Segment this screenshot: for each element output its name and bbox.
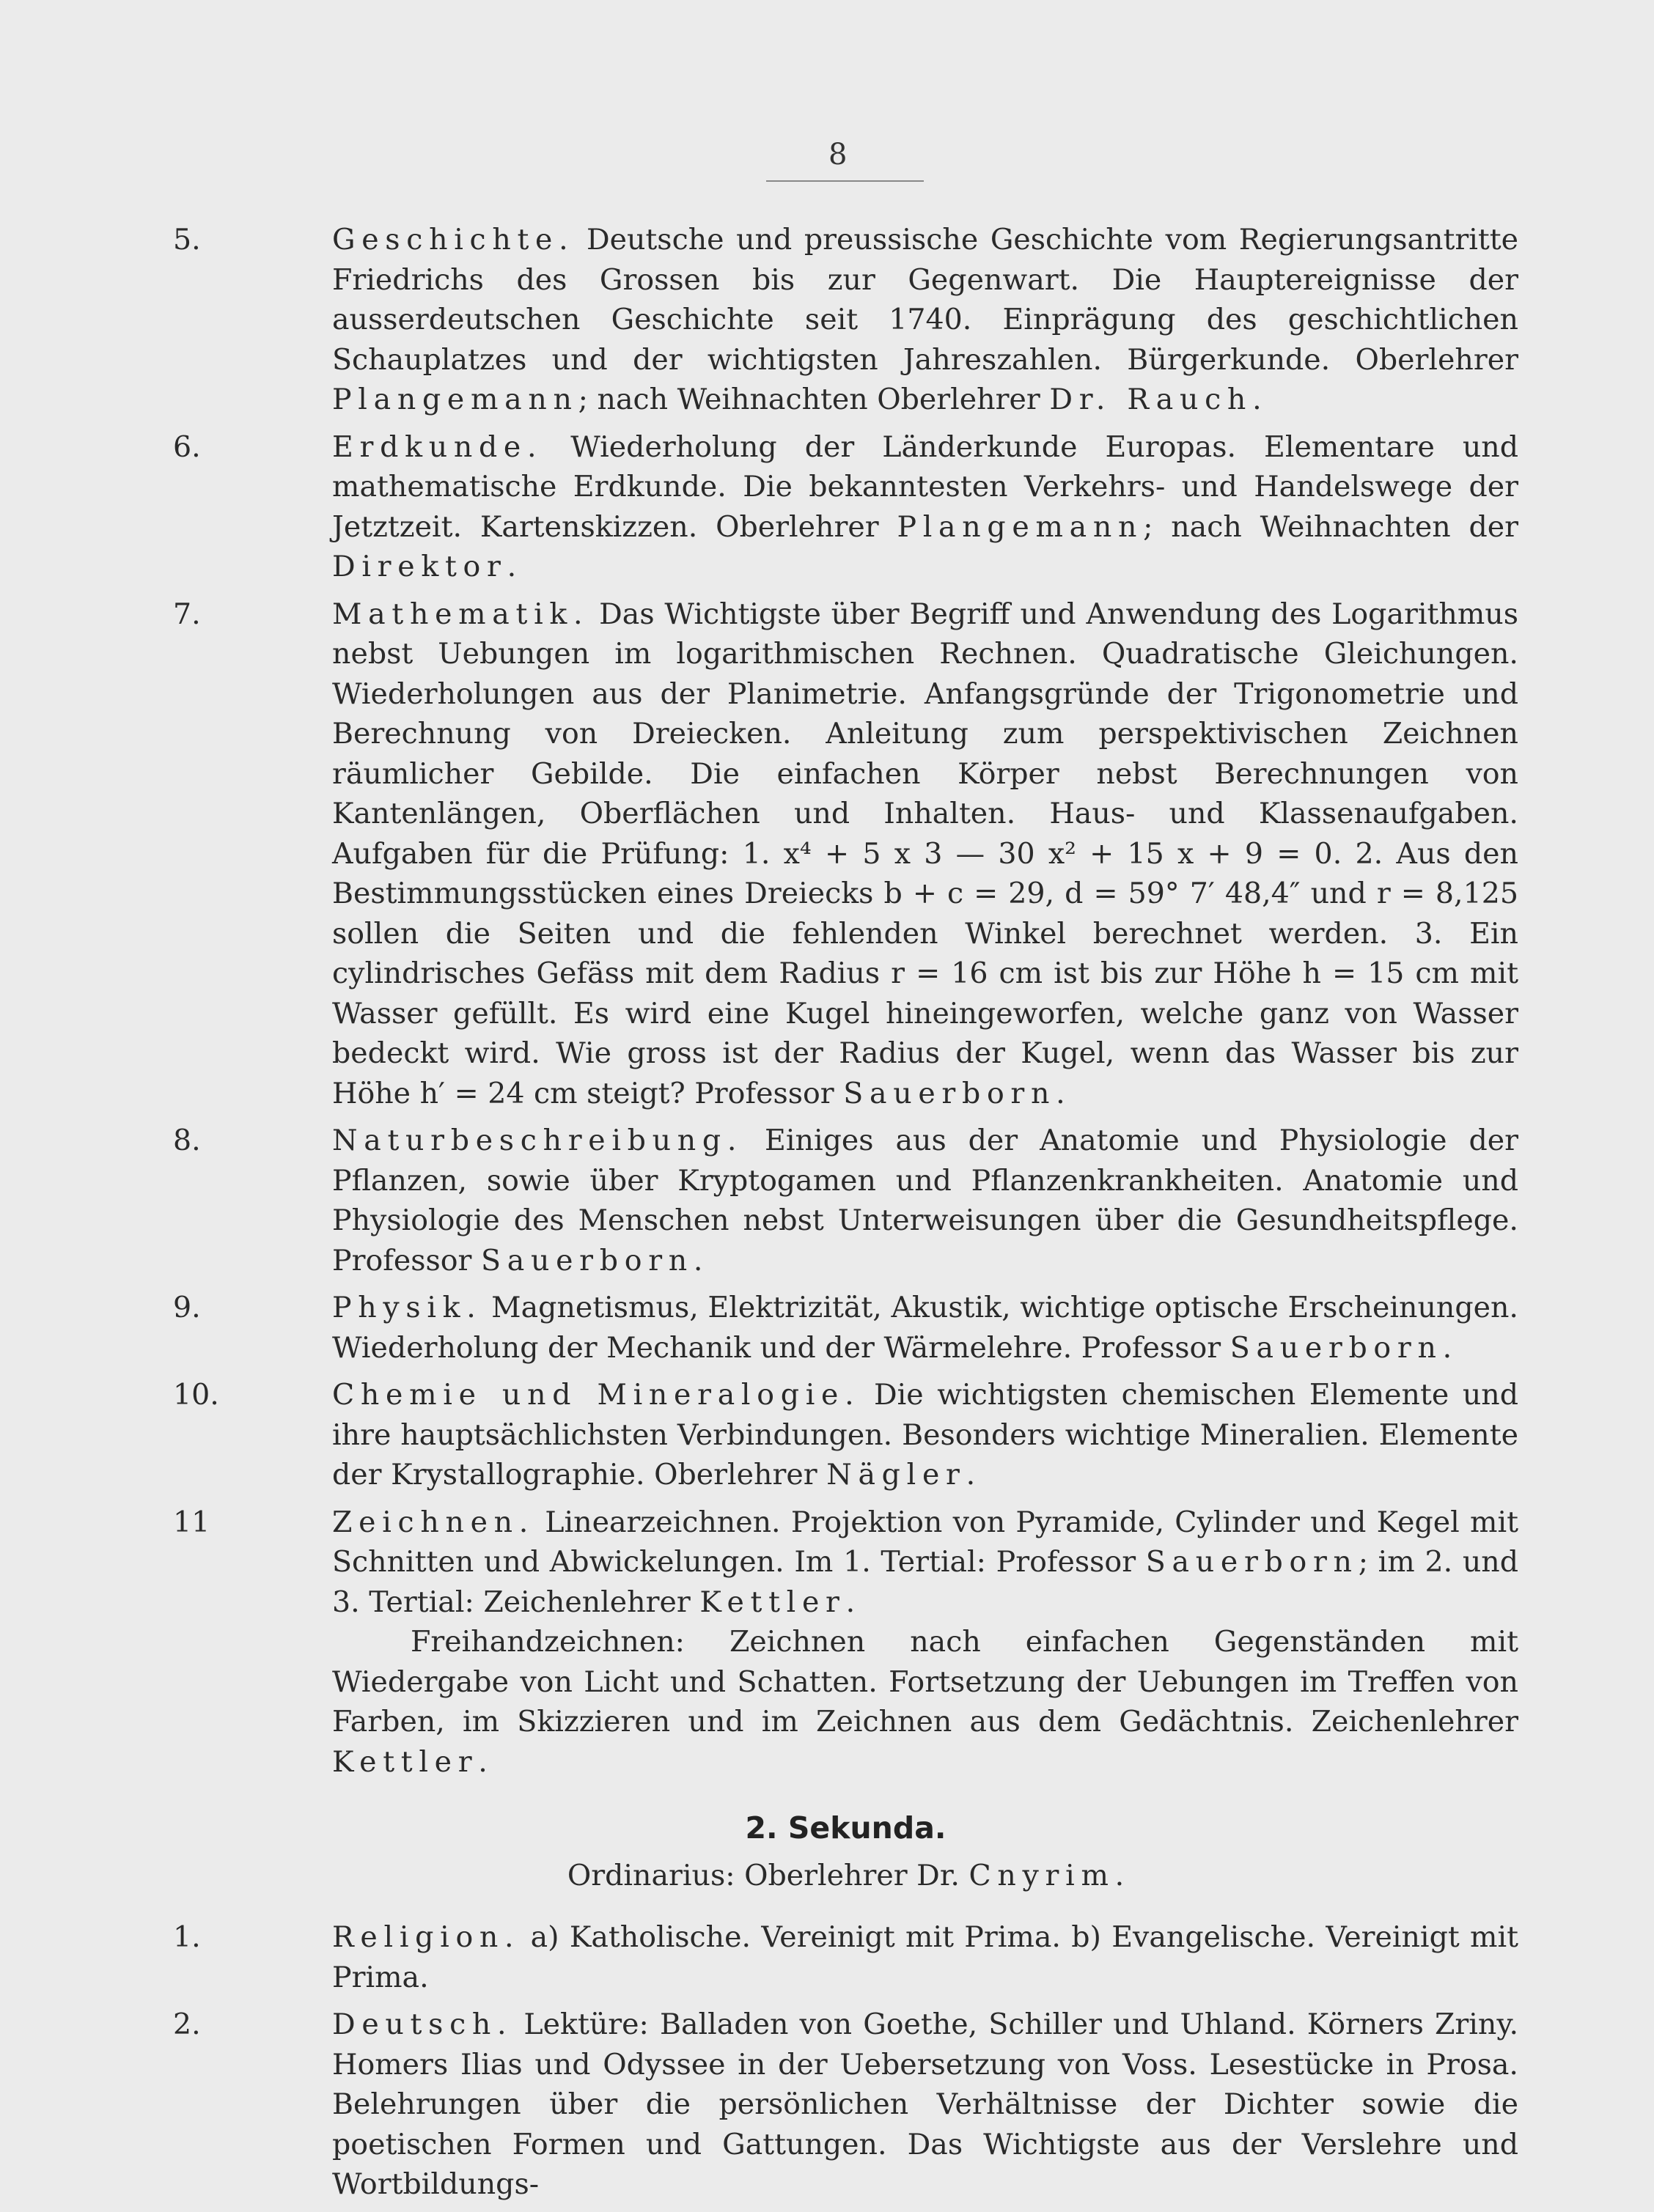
teacher-name: Sauerborn [481, 1243, 694, 1278]
subject-text: . [693, 1243, 703, 1278]
subject-heading: Naturbeschreibung. [332, 1124, 743, 1157]
teacher-name: Nägler [826, 1458, 966, 1492]
subject-heading: Mathematik. [332, 597, 589, 631]
teacher-name: Plangemann [332, 383, 578, 416]
item-number: 8. [173, 1124, 201, 1157]
item-number: 1. [173, 1920, 201, 1954]
subject-text: Wiederholung der Länderkunde Europas. Elementare und mathematische Erdkunde. Die bekanntesten Verkehrs- und Handelswege der Jetztzeit. Kartenskizzen. Oberlehrer [332, 430, 1518, 544]
page-content [173, 220, 1518, 2212]
section-ordinarius [173, 1856, 1518, 1896]
subject-heading: Geschichte. [332, 223, 575, 257]
subject-chemie [173, 1375, 1518, 1495]
subject-heading: Zeichnen. [332, 1505, 535, 1539]
subject-erdkunde [173, 427, 1518, 587]
header-rule [766, 180, 924, 182]
subject-physik [173, 1288, 1518, 1368]
subject-deutsch [173, 2005, 1518, 2205]
subject-text: Einiges aus der Anatomie und Physiologie der Pflanzen, sowie über Kryptogamen und Pflanzenkrankheiten. Anatomie und Physiologie des Menschen nebst Unterweisungen über die Gesundheitspflege. Professor [332, 1124, 1518, 1278]
subject-text: ; nach Weihnachten der [1143, 509, 1518, 544]
teacher-name: Sauerborn [1230, 1330, 1443, 1365]
subject-heading: Deutsch. [332, 2008, 513, 2041]
item-number: 10. [173, 1378, 219, 1412]
subject-religion [173, 1917, 1518, 1997]
subject-heading: Chemie und Mineralogie. [332, 1378, 861, 1412]
subject-text: . [966, 1458, 976, 1492]
subject-text: . [1252, 383, 1262, 416]
teacher-name: Cnyrim [968, 1858, 1115, 1892]
teacher-name: Sauerborn [1145, 1545, 1359, 1579]
subject-zeichnen [173, 1503, 1518, 1782]
item-number: 2. [173, 2008, 201, 2041]
teacher-name: Dr. Rauch [1049, 383, 1253, 416]
subject-heading: Religion. [332, 1920, 521, 1954]
teacher-name: Sauerborn [843, 1076, 1056, 1110]
teacher-name: Direktor [332, 550, 507, 583]
page-number: 8 [828, 138, 848, 172]
ordinarius-end: . [1114, 1858, 1125, 1892]
subject-text: Magnetismus, Elektrizität, Akustik, wichtige optische Erscheinungen. Wiederholung der Mechanik und der Wärmelehre. Professor [332, 1291, 1518, 1365]
subject-text: Lektüre: Balladen von Goethe, Schiller und Uhland. Körners Zriny. Homers Ilias und Odyssee in der Uebersetzung von Voss. Lesestücke in Prosa. Belehrungen über die persönlichen Verhältnisse der Dichter sowie die poetischen Formen und Gattungen. Das Wichtigste aus der Verslehre und Wortbildungs- [332, 2008, 1518, 2201]
item-number: 7. [173, 597, 201, 631]
item-number: 9. [173, 1291, 201, 1324]
teacher-name: Plangemann [897, 509, 1144, 544]
subject-text: . [1056, 1076, 1065, 1110]
item-number: 11 [173, 1505, 210, 1539]
subject-text: . [845, 1585, 856, 1619]
subject-mathematik [173, 594, 1518, 1114]
ordinarius-prefix: Ordinarius: Oberlehrer Dr. [567, 1858, 969, 1892]
section-title: 2. Sekunda. [745, 1810, 947, 1846]
subject-text: Das Wichtigste über Begriff und Anwendung des Logarithmus nebst Uebungen im logarithmischen Rechnen. Quadratische Gleichungen. Wiederholungen aus der Planimetrie. Anfangsgründe der Trigonometrie und Berechnung von Dreiecken. Anleitung zum perspektivischen Zeichnen räumlicher Gebilde. Die einfachen Körper nebst Berechnungen von Kantenlängen, Oberflächen und Inhalten. Haus- und Klassenaufgaben. Aufgaben für die Prüfung: 1. x⁴ + 5 x 3 — 30 x² + 15 x + 9 = 0. 2. Aus den Bestimmungsstücken eines Dreiecks b + c = 29, d = 59° 7′ 48,4″ und r = 8,125 sollen die Seiten und die fehlenden Winkel berechnet werden. 3. Ein cylindrisches Gefäss mit dem Radius r = 16 cm ist bis zur Höhe h = 15 cm mit Wasser gefüllt. Es wird eine Kugel hineingeworfen, welche ganz von Wasser bedeckt wird. Wie gross ist der Radius der Kugel, wenn das Wasser bis zur Höhe h′ = 24 cm steigt? Professor [332, 597, 1518, 1110]
subject-heading: Erdkunde. [332, 430, 543, 464]
subject-naturbeschreibung [173, 1121, 1518, 1280]
subject-geschichte [173, 220, 1518, 420]
subject-text: Deutsche und preussische Geschichte vom Regierungsantritte Friedrichs des Grossen bis zur Gegenwart. Die Hauptereignisse der ausserdeutschen Geschichte seit 1740. Einprägung des geschichtlichen Schauplatzes und der wichtigsten Jahreszahlen. Bürgerkunde. Oberlehrer [332, 223, 1518, 377]
subject-text: ; nach Weihnachten Oberlehrer [578, 383, 1050, 416]
subject-text: . [507, 550, 517, 583]
teacher-name: Kettler [699, 1585, 846, 1619]
subject-text: . [478, 1744, 488, 1779]
subject-text: Die wichtigsten chemischen Elemente und ihre hauptsächlichsten Verbindungen. Besonders wichtige Mineralien. Elemente der Krystallographie. Oberlehrer [332, 1378, 1518, 1492]
teacher-name: Kettler [332, 1744, 479, 1779]
subject-text: Linearzeichnen. Projektion von Pyramide, Cylinder und Kegel mit Schnitten und Abwickelungen. Im 1. Tertial: Professor [332, 1505, 1518, 1579]
subject-text: a) Katholische. Vereinigt mit Prima. b) Evangelische. Vereinigt mit Prima. [332, 1920, 1518, 1994]
freihandzeichnen-paragraph [332, 1622, 1518, 1782]
subject-text: Freihandzeichnen: Zeichnen nach einfachen Gegenständen mit Wiedergabe von Licht und Schatten. Fortsetzung der Uebungen im Treffen von Farben, im Skizzieren und im Zeichnen aus dem Gedächtnis. Zeichenlehrer [332, 1625, 1518, 1739]
subject-heading: Physik. [332, 1291, 482, 1324]
item-number: 5. [173, 223, 201, 257]
subject-text: ; im 2. und 3. Tertial: Zeichenlehrer [332, 1545, 1518, 1619]
subject-text: . [1442, 1330, 1452, 1365]
item-number: 6. [173, 430, 201, 464]
